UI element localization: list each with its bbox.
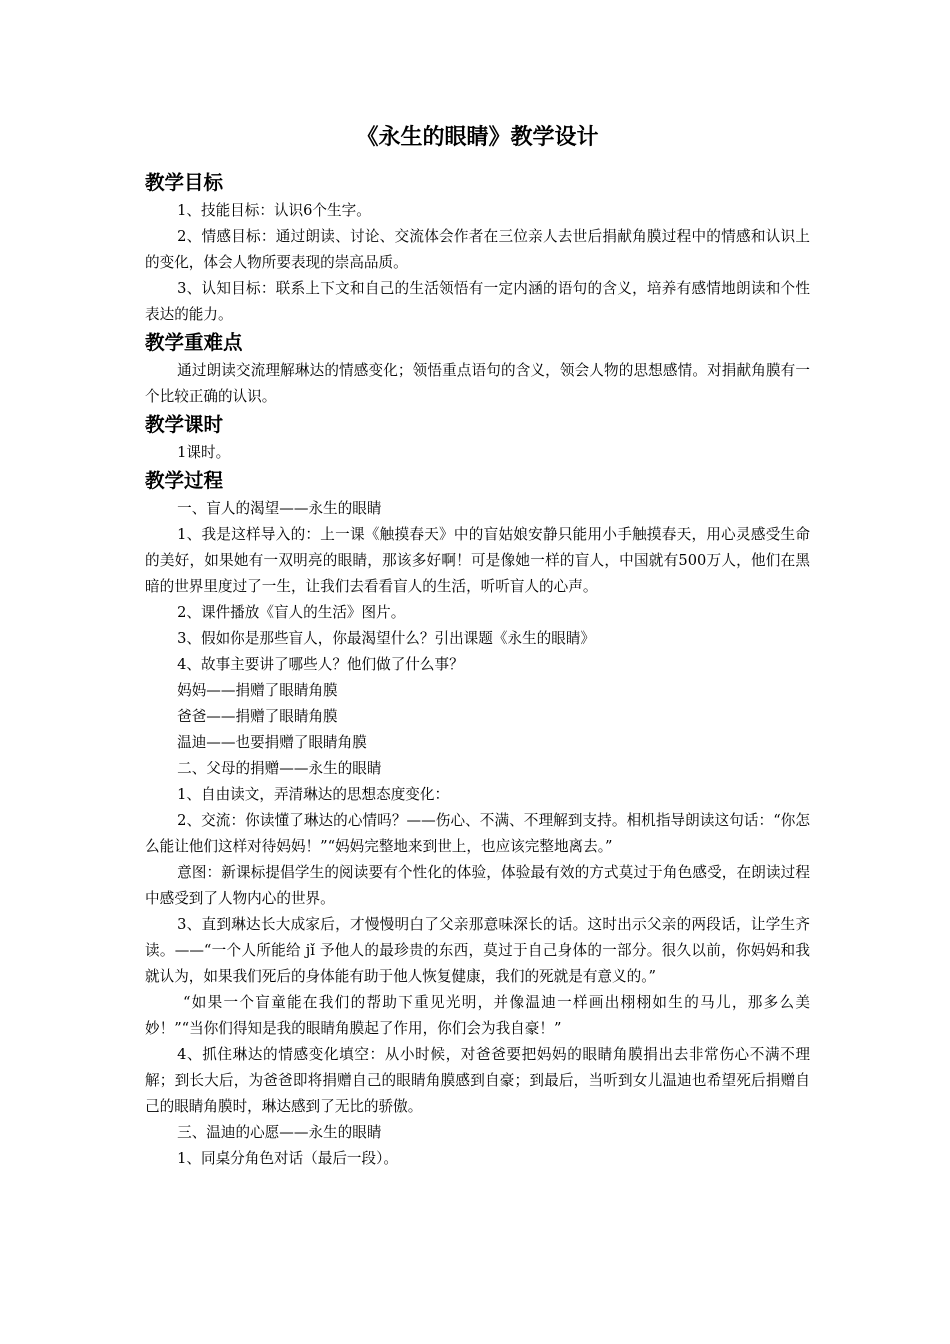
goal-item: 1、技能目标：认识6个生字。: [177, 202, 371, 219]
hours-text: 1课时。: [177, 444, 231, 461]
goal-item: 3、认知目标：联系上下文和自己的生活领悟有一定内涵的语句的含义，培养有感情地朗读和个性表达的能力。: [145, 280, 810, 323]
process-paragraph: 3、直到琳达长大成家后，才慢慢明白了父亲那意味深长的话。这时出示父亲的两段话，让学生齐读。——“一个人所能给 jǐ 予他人的最珍贵的东西，莫过于自己身体的一部分。很久以前，你妈妈和我就认为，如果我们死后的身体能有助于他人恢复健康，我们的死就是有意义的。”: [145, 916, 810, 985]
process-paragraph: 2、课件播放《盲人的生活》图片。: [177, 604, 406, 621]
section-heading-process: 教学过程: [145, 469, 224, 492]
process-paragraph: 1、同桌分角色对话（最后一段）。: [177, 1150, 399, 1167]
process-paragraph: 1、我是这样导入的：上一课《触摸春天》中的盲姑娘安静只能用小手触摸春天，用心灵感受生命的美好，如果她有一双明亮的眼睛，那该多好啊！可是像她一样的盲人，中国就有500万人，他们在黑暗的世界里度过了一生，让我们去看看盲人的生活，听听盲人的心声。: [145, 526, 810, 595]
process-paragraph: 2、交流：你读懂了琳达的心情吗？——伤心、不满、不理解到支持。相机指导朗读这句话：“你怎么能让他们这样对待妈妈！”“妈妈完整地来到世上，也应该完整地离去。”: [145, 812, 810, 855]
keypoints-text: 通过朗读交流理解琳达的情感变化；领悟重点语句的含义，领会人物的思想感情。对捐献角膜有一个比较正确的认识。: [145, 362, 810, 405]
process-list-line: 温迪——也要捐赠了眼睛角膜: [177, 734, 367, 751]
process-paragraph: 三、温迪的心愿——永生的眼睛: [177, 1124, 382, 1141]
process-paragraph: 3、假如你是那些盲人，你最渴望什么？引出课题《永生的眼睛》: [177, 630, 596, 647]
process-list-line: 妈妈——捐赠了眼睛角膜: [177, 682, 338, 699]
process-paragraph: 意图：新课标提倡学生的阅读要有个性化的体验，体验最有效的方式莫过于角色感受，在朗读过程中感受到了人物内心的世界。: [145, 864, 810, 907]
process-paragraph: 4、故事主要讲了哪些人？他们做了什么事？: [177, 656, 464, 673]
document-title: 《永生的眼睛》教学设计: [356, 125, 599, 150]
process-list-line: 爸爸——捐赠了眼睛角膜: [177, 708, 338, 725]
goal-item: 2、情感目标：通过朗读、讨论、交流体会作者在三位亲人去世后捐献角膜过程中的情感和认识上的变化，体会人物所要表现的崇高品质。: [145, 228, 810, 271]
process-paragraph: 1、自由读文，弄清琳达的思想态度变化：: [177, 786, 450, 803]
process-paragraph: 4、抓住琳达的情感变化填空：从小时候，对爸爸要把妈妈的眼睛角膜捐出去非常伤心不满不理解；到长大后，为爸爸即将捐赠自己的眼睛角膜感到自豪；到最后，当听到女儿温迪也希望死后捐赠自己的眼睛角膜时，琳达感到了无比的骄傲。: [145, 1046, 810, 1115]
section-heading-keypoints: 教学重难点: [145, 331, 243, 354]
process-paragraph: “如果一个盲童能在我们的帮助下重见光明，并像温迪一样画出栩栩如生的马儿，那多么美妙！”“当你们得知是我的眼睛角膜起了作用，你们会为我自豪！”: [145, 994, 810, 1037]
section-heading-hours: 教学课时: [145, 413, 224, 436]
process-paragraph: 一、盲人的渴望——永生的眼睛: [177, 500, 382, 517]
section-heading-goals: 教学目标: [145, 171, 224, 194]
process-paragraph: 二、父母的捐赠——永生的眼睛: [177, 760, 382, 777]
